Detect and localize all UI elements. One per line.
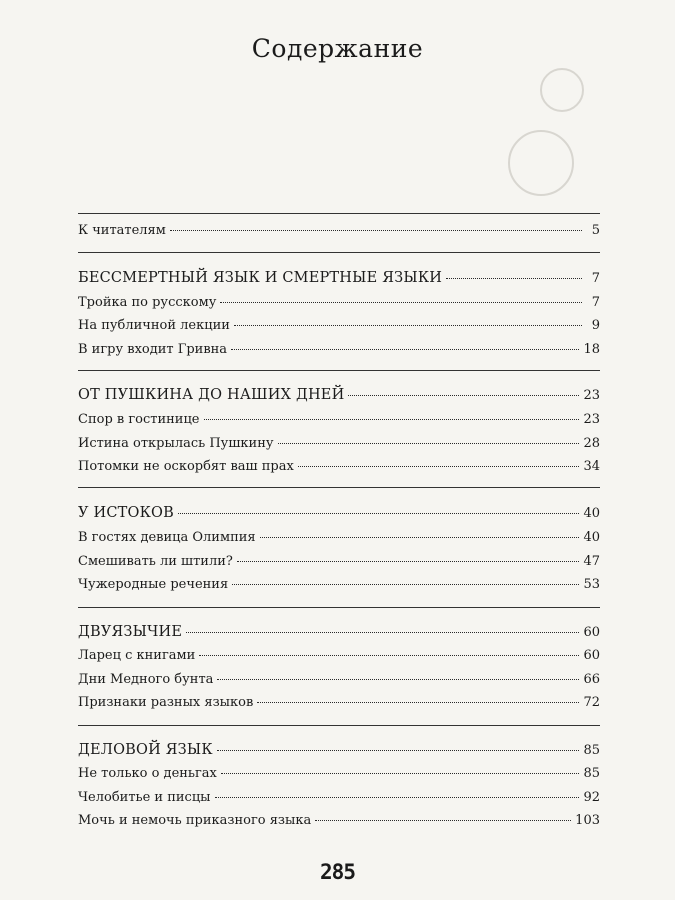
toc-leader-dots bbox=[217, 750, 580, 751]
toc-leader-dots bbox=[298, 466, 580, 467]
toc-leader-dots bbox=[221, 773, 580, 774]
toc-section-title: ДЕЛОВОЙ ЯЗЫК bbox=[78, 742, 213, 758]
show-through-emblem-2 bbox=[508, 130, 574, 196]
toc-entry[interactable] bbox=[78, 647, 600, 665]
toc-entry-title: Чужеродные речения bbox=[78, 577, 229, 592]
toc-section-title: ОТ ПУШКИНА ДО НАШИХ ДНЕЙ bbox=[78, 387, 345, 403]
toc-entry[interactable] bbox=[78, 222, 600, 240]
toc-leader-dots bbox=[186, 632, 579, 633]
rule-divider bbox=[78, 607, 600, 608]
toc-entry[interactable] bbox=[78, 317, 600, 335]
toc-section-page: 23 bbox=[583, 388, 600, 403]
toc-entry-page: 85 bbox=[583, 766, 600, 781]
toc-section-page: 85 bbox=[583, 743, 600, 758]
toc-leader-dots bbox=[446, 278, 582, 279]
toc-entry-page: 40 bbox=[583, 530, 600, 545]
rule-divider bbox=[78, 213, 600, 214]
toc-entry-title: Мочь и немочь приказного языка bbox=[78, 813, 312, 828]
toc-entry-title: К читателям bbox=[78, 223, 166, 238]
toc-entry-page: 9 bbox=[591, 318, 600, 333]
toc-leader-dots bbox=[217, 679, 579, 680]
toc-entry-title: На публичной лекции bbox=[78, 318, 230, 333]
toc-section-title: БЕССМЕРТНЫЙ ЯЗЫК И СМЕРТНЫЕ ЯЗЫКИ bbox=[78, 270, 443, 286]
toc-entry[interactable] bbox=[78, 435, 600, 453]
toc-entry-title: В игру входит Гривна bbox=[78, 342, 228, 357]
rule-divider bbox=[78, 487, 600, 488]
toc-entry-title: Тройка по русскому bbox=[78, 295, 217, 310]
rule-divider bbox=[78, 252, 600, 253]
toc-entry-page: 34 bbox=[583, 459, 600, 474]
toc-section[interactable] bbox=[78, 269, 600, 288]
page-number: 285 bbox=[320, 860, 355, 884]
rule-divider bbox=[78, 370, 600, 371]
toc-leader-dots bbox=[170, 230, 582, 231]
toc-entry-title: Потомки не оскорбят ваш прах bbox=[78, 459, 294, 474]
toc-entry-page: 5 bbox=[591, 223, 600, 238]
toc-leader-dots bbox=[260, 537, 580, 538]
toc-leader-dots bbox=[237, 561, 580, 562]
toc-entry[interactable] bbox=[78, 294, 600, 312]
toc-leader-dots bbox=[315, 820, 571, 821]
toc-entry-title: Не только о деньгах bbox=[78, 766, 217, 781]
toc-section-title: У ИСТОКОВ bbox=[78, 505, 174, 521]
toc-section[interactable] bbox=[78, 623, 600, 642]
toc-section[interactable] bbox=[78, 386, 600, 405]
toc-entry-title: Ларец с книгами bbox=[78, 648, 196, 663]
toc-entry-page: 23 bbox=[583, 412, 600, 427]
toc-entry-title: Смешивать ли штили? bbox=[78, 554, 233, 569]
toc-entry-page: 18 bbox=[583, 342, 600, 357]
toc-leader-dots bbox=[348, 395, 579, 396]
toc-leader-dots bbox=[215, 797, 580, 798]
show-through-emblem bbox=[540, 68, 584, 112]
toc-leader-dots bbox=[231, 349, 579, 350]
toc-section[interactable] bbox=[78, 741, 600, 760]
toc-leader-dots bbox=[278, 443, 580, 444]
toc-section[interactable] bbox=[78, 504, 600, 523]
page-title: Содержание bbox=[251, 34, 424, 63]
toc-section-page: 60 bbox=[583, 625, 600, 640]
toc-leader-dots bbox=[257, 702, 579, 703]
toc-entry-title: В гостях девица Олимпия bbox=[78, 530, 256, 545]
toc-leader-dots bbox=[234, 325, 582, 326]
toc-entry-title: Признаки разных языков bbox=[78, 695, 254, 710]
toc-section-title: ДВУЯЗЫЧИЕ bbox=[78, 624, 183, 640]
toc-leader-dots bbox=[199, 655, 579, 656]
toc-leader-dots bbox=[204, 419, 580, 420]
toc-entry[interactable] bbox=[78, 458, 600, 476]
rule-divider bbox=[78, 725, 600, 726]
toc-entry-title: Истина открылась Пушкину bbox=[78, 436, 274, 451]
toc-entry-page: 66 bbox=[583, 672, 600, 687]
toc-entry[interactable] bbox=[78, 411, 600, 429]
toc-entry[interactable] bbox=[78, 694, 600, 712]
toc-leader-dots bbox=[220, 302, 582, 303]
toc-entry-page: 53 bbox=[583, 577, 600, 592]
toc-entry-title: Спор в гостинице bbox=[78, 412, 200, 427]
toc-entry[interactable] bbox=[78, 789, 600, 807]
toc-entry-title: Дни Медного бунта bbox=[78, 672, 214, 687]
toc-entry[interactable] bbox=[78, 765, 600, 783]
toc-entry-page: 7 bbox=[591, 295, 600, 310]
toc-leader-dots bbox=[232, 584, 579, 585]
toc-entry-page: 47 bbox=[583, 554, 600, 569]
toc-entry[interactable] bbox=[78, 812, 600, 830]
toc-entry-page: 103 bbox=[575, 813, 600, 828]
toc-entry[interactable] bbox=[78, 576, 600, 594]
toc-entry[interactable] bbox=[78, 553, 600, 571]
toc-entry-page: 28 bbox=[583, 436, 600, 451]
toc-section-page: 7 bbox=[591, 271, 600, 286]
toc-entry[interactable] bbox=[78, 529, 600, 547]
toc-entry-page: 92 bbox=[583, 790, 600, 805]
toc-entry-page: 60 bbox=[583, 648, 600, 663]
toc-entry-title: Челобитье и писцы bbox=[78, 790, 211, 805]
toc-section-page: 40 bbox=[583, 506, 600, 521]
toc-entry-page: 72 bbox=[583, 695, 600, 710]
toc-entry[interactable] bbox=[78, 341, 600, 359]
toc-entry[interactable] bbox=[78, 671, 600, 689]
toc-leader-dots bbox=[178, 513, 580, 514]
